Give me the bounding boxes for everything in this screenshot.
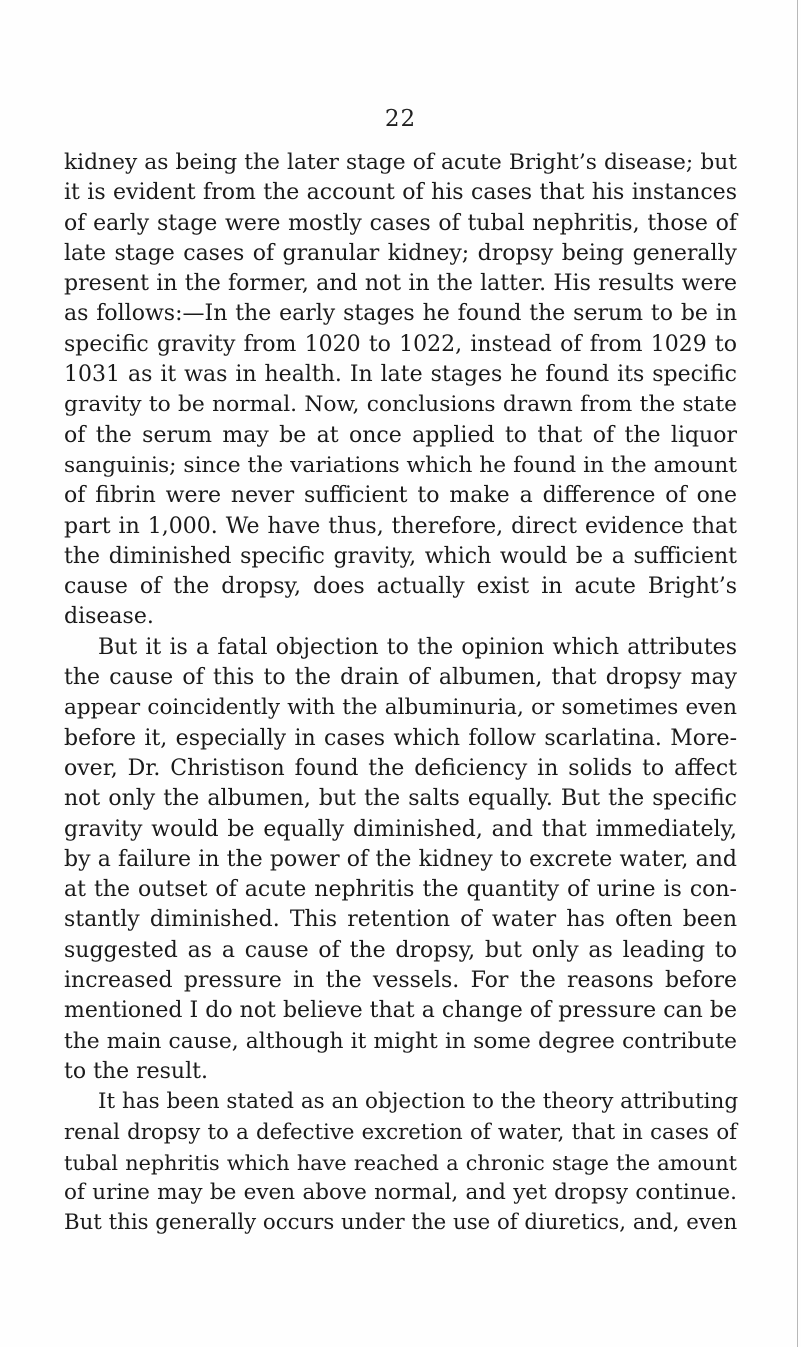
page-number: 22 <box>384 106 417 132</box>
text-line: specific gravity from 1020 to 1022, instead of from 1029 to <box>64 331 737 357</box>
text-line: by a failure in the power of the kidney to excrete water, and <box>64 846 737 872</box>
text-line: stantly diminished. This retention of water has often been <box>64 907 737 933</box>
text-line: gravity would be equally diminished, and that immediately, <box>64 816 737 842</box>
text-line: cause of the dropsy, does actually exist in acute Bright’s <box>64 574 737 600</box>
text-line: tubal nephritis which have reached a chronic stage the amount <box>64 1150 737 1175</box>
text-line: mentioned I do not believe that a change of pressure can be <box>64 998 737 1024</box>
text-line: part in 1,000. We have thus, therefore, direct evidence that <box>64 513 737 539</box>
text-line: late stage cases of granular kidney; dropsy being generally <box>64 240 737 266</box>
text-line: present in the former, and not in the latter. His results were <box>64 271 737 297</box>
text-line: 1031 as it was in health. In late stages he found its specific <box>64 362 737 388</box>
text-line: renal dropsy to a defective excretion of water, that in cases of <box>64 1119 737 1145</box>
text-line: of fibrin were never sufficient to make a difference of one <box>64 483 737 509</box>
text-line: of early stage were mostly cases of tubal nephritis, those of <box>64 210 737 236</box>
text-line: over, Dr. Christison found the deficiency in solids to affect <box>64 755 737 781</box>
text-line: gravity to be normal. Now, conclusions drawn from the state <box>64 392 737 418</box>
text-line: appear coincidently with the albuminuria, or sometimes even <box>64 695 737 721</box>
text-line: at the outset of acute nephritis the quantity of urine is con- <box>64 877 737 903</box>
body-text <box>64 148 737 1239</box>
text-line: But this generally occurs under the use of diuretics, and, even <box>64 1210 738 1236</box>
text-line: the cause of this to the drain of albumen, that dropsy may <box>64 665 737 691</box>
text-line: suggested as a cause of the dropsy, but only as leading to <box>64 937 737 963</box>
text-line: the main cause, although it might in some degree contribute <box>64 1028 737 1054</box>
text-line: of urine may be even above normal, and yet dropsy continue. <box>64 1180 737 1206</box>
paragraph-first-line: But it is a fatal objection to the opinion which attributes <box>98 634 737 660</box>
page-edge-line <box>797 0 798 1347</box>
text-line: as follows:—In the early stages he found the serum to be in <box>64 301 737 327</box>
text-line: sanguinis; since the variations which he found in the amount <box>64 452 737 478</box>
text-line: disease. <box>64 604 154 630</box>
text-line: kidney as being the later stage of acute Bright’s disease; but <box>64 150 737 175</box>
paragraph-first-line: It has been stated as an objection to the theory attributing <box>98 1089 739 1115</box>
text-line: of the serum may be at once applied to that of the liquor <box>64 422 737 448</box>
text-line: to the result. <box>64 1058 208 1084</box>
text-line: the diminished specific gravity, which would be a sufficient <box>64 543 737 569</box>
text-line: it is evident from the account of his cases that his instances <box>64 180 737 206</box>
text-line: not only the albumen, but the salts equally. But the specific <box>64 786 737 812</box>
text-line: increased pressure in the vessels. For the reasons before <box>64 968 737 994</box>
text-line: before it, especially in cases which follow scarlatina. More- <box>64 725 737 751</box>
